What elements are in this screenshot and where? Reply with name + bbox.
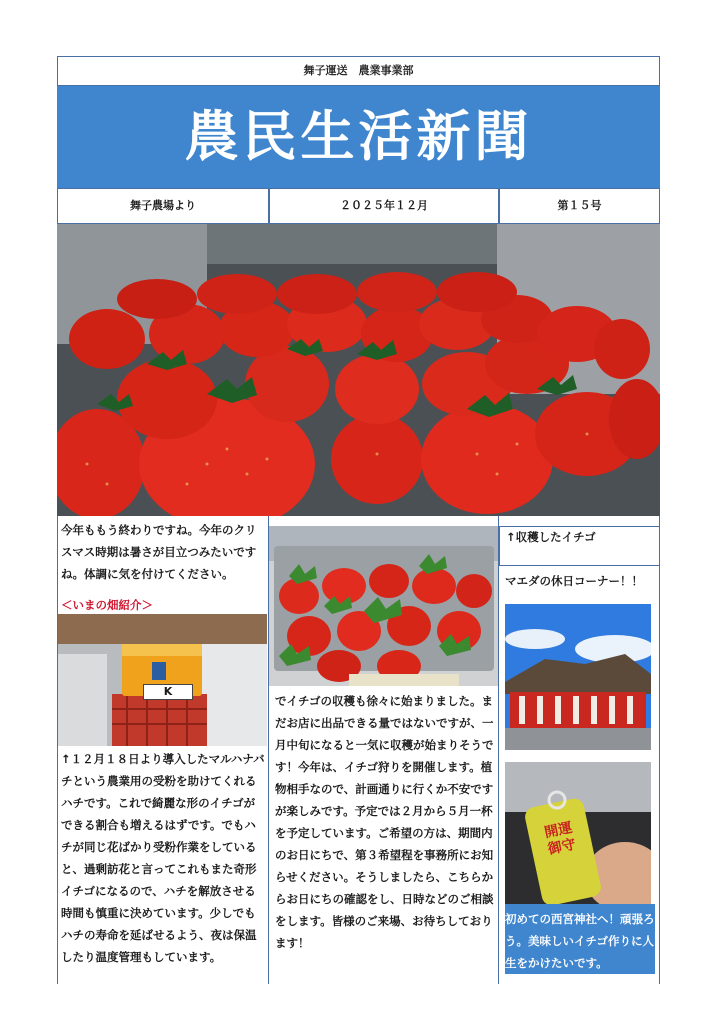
shrine-illustration — [505, 604, 651, 750]
lucky-charm-label: 開運御守 — [543, 819, 578, 858]
strawberry-tray-illustration — [57, 224, 660, 516]
right-border — [659, 516, 660, 984]
left-border — [57, 516, 58, 984]
harvested-strawberries-illustration — [269, 526, 499, 686]
intro-text: 今年ももう終わりですね。今年のクリスマス時期は暑さが目立つみたいですね。体調に気を付けてください。 — [61, 523, 257, 581]
hive-box-label: K — [143, 684, 193, 700]
issue-number: 第１５号 — [499, 188, 660, 224]
newspaper-title: 農民生活新聞 — [57, 86, 660, 188]
harvested-strawberries-photo — [269, 526, 499, 686]
from-label: 舞子農場より — [57, 188, 269, 224]
shrine-closing-text: 初めての西宮神社へ！頑張ろう。美味しいイチゴ作りに人生をかけたいです。 — [505, 904, 655, 974]
strawberry-tray-photo — [57, 224, 660, 516]
issue-date: ２０２５年１２月 — [269, 188, 499, 224]
harvest-caption: ↑収穫したイチゴ — [499, 526, 660, 566]
shrine-photo — [505, 604, 651, 750]
bumblebee-article-text: ↑１２月１８日より導入したマルハナバチという農業用の受粉を助けてくれるハチです。これで綺麗な形のイチゴができる割合も増えるはずです。でもハチが同じ花ばかり受粉作業をしていると、過剰訪花と言ってこれもまた奇形イチゴになるので、ハチを解放させる時間も慎重に決めています。少しでもハチの寿命を延ばせるよう、夜は保温したり温度管理もしています。 — [61, 752, 265, 964]
publisher-bar: 舞子運送 農業事業部 — [57, 56, 660, 86]
holiday-corner-title: マエダの休日コーナー！！ — [505, 574, 643, 588]
harvest-article-text: でイチゴの収穫も徐々に始まりました。まだお店に出品できる量ではないですが、一月中旬になると一気に収穫が始まりそうです！今年は、イチゴ狩りを開催します。植物相手なので、計画通りに行くか不安ですが楽しみです。予定では２月から５月一杯を予定しています。ご希望の方は、期間内のお日にちで、第３希望程を事務所にお知らせください。そうしましたら、こちらからお日にちの確認をし、日時などのご相談をします。皆様のご来場、お待ちしております！ — [275, 694, 494, 950]
field-intro-heading: ＜いまの畑紹介＞ — [61, 598, 153, 612]
bumblebee-hive-photo — [57, 614, 267, 746]
bumblebee-hive-illustration — [57, 614, 267, 746]
column-divider-2 — [498, 516, 499, 984]
column-divider-1 — [268, 516, 269, 984]
lucky-charm-photo — [505, 762, 651, 904]
